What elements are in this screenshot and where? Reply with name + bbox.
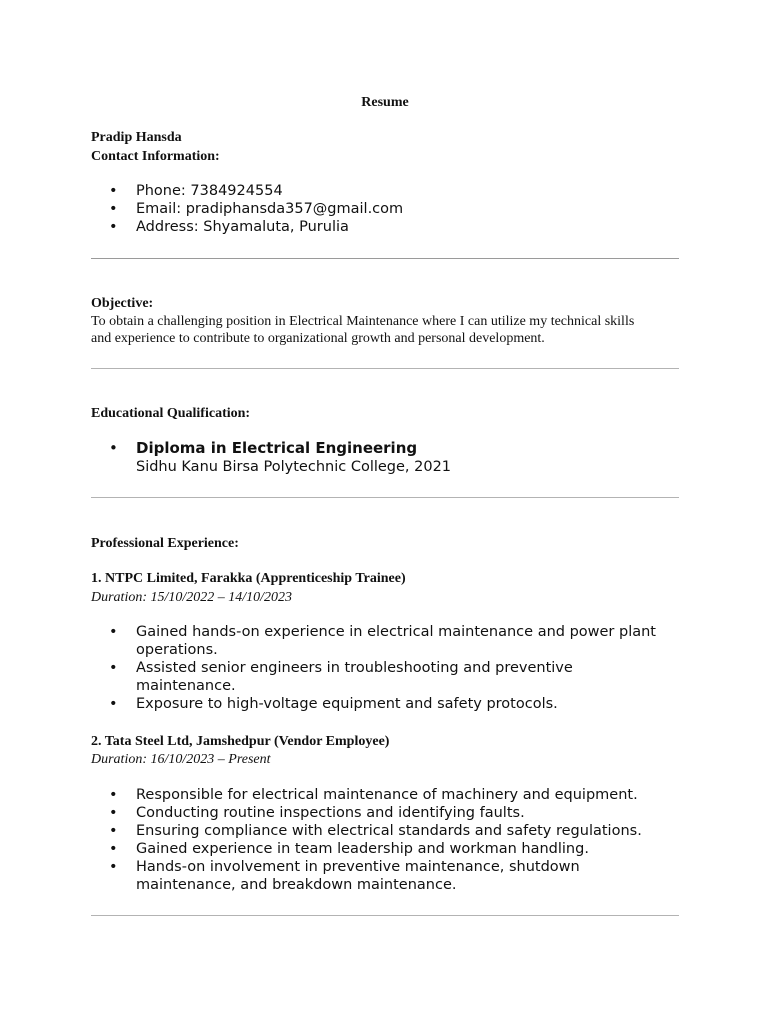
duty-text: Gained hands-on experience in electrical maintenance and power plant [136,624,656,640]
duty-text-cont: operations. [136,642,218,658]
bullet-icon: • [109,183,118,199]
list-item [91,218,679,236]
list-item [91,182,679,200]
bullet-icon: • [109,219,118,235]
job-title: 2. Tata Steel Ltd, Jamshedpur (Vendor Employee) [91,734,390,749]
section-divider [91,915,679,916]
contact-heading: Contact Information: [91,149,220,164]
job-title: 1. NTPC Limited, Farakka (Apprenticeship Trainee) [91,571,406,586]
list-item [91,786,679,804]
job-duties-list [91,623,679,713]
duty-text: Responsible for electrical maintenance of machinery and equipment. [136,787,638,803]
duty-text: Hands-on involvement in preventive maintenance, shutdown [136,859,580,875]
list-item [91,200,679,218]
bullet-icon: • [109,805,118,821]
document-title: Resume [361,95,409,110]
list-item [91,840,679,858]
bullet-icon: • [109,439,118,457]
list-item [91,695,679,713]
bullet-icon: • [109,841,118,857]
list-item [91,822,679,840]
education-heading: Educational Qualification: [91,406,251,421]
section-divider [91,258,679,259]
list-item [91,623,679,659]
duty-text: Gained experience in team leadership and workman handling. [136,841,589,857]
objective-line-1: To obtain a challenging position in Electrical Maintenance where I can utilize my technical skills [91,314,635,329]
list-item [91,858,679,894]
list-item [91,804,679,822]
job-duration: Duration: 15/10/2022 – 14/10/2023 [91,590,293,605]
bullet-icon: • [109,787,118,803]
duty-text: Exposure to high-voltage equipment and safety protocols. [136,696,558,712]
section-divider [91,368,679,369]
list-item [91,439,679,476]
bullet-icon: • [109,660,118,676]
degree-title: Diploma in Electrical Engineering [136,439,418,457]
bullet-icon: • [109,823,118,839]
list-item [91,659,679,695]
education-list [91,439,679,476]
bullet-icon: • [109,696,118,712]
bullet-icon: • [109,624,118,640]
contact-phone: Phone: 7384924554 [136,183,283,199]
job-duration: Duration: 16/10/2023 – Present [91,752,271,767]
candidate-name: Pradip Hansda [91,130,182,145]
bullet-icon: • [109,859,118,875]
duty-text-cont: maintenance. [136,678,236,694]
duty-text: Assisted senior engineers in troubleshooting and preventive [136,660,573,676]
experience-heading: Professional Experience: [91,536,239,551]
duty-text: Conducting routine inspections and identifying faults. [136,805,525,821]
duty-text-cont: maintenance, and breakdown maintenance. [136,877,457,893]
contact-list [91,182,679,236]
duty-text: Ensuring compliance with electrical standards and safety regulations. [136,823,642,839]
bullet-icon: • [109,201,118,217]
contact-address: Address: Shyamaluta, Purulia [136,219,349,235]
objective-line-2: and experience to contribute to organizational growth and personal development. [91,331,545,346]
objective-heading: Objective: [91,296,154,311]
institution: Sidhu Kanu Birsa Polytechnic College, 2021 [136,459,452,475]
contact-email: Email: pradiphansda357@gmail.com [136,201,404,217]
job-duties-list [91,786,679,894]
section-divider [91,497,679,498]
